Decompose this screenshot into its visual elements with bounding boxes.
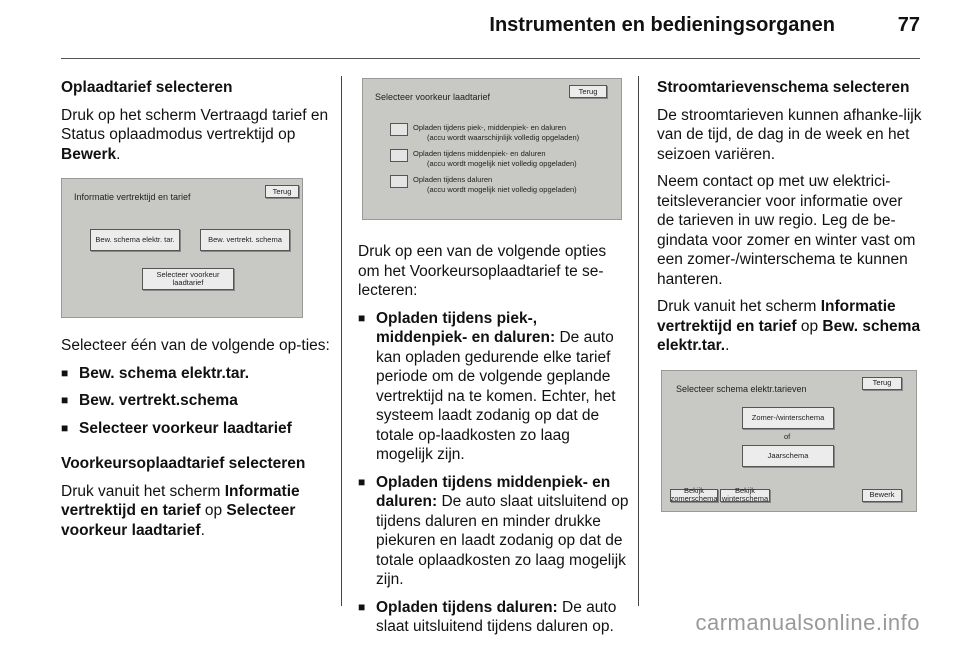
back-button: Terug	[862, 377, 902, 390]
paragraph: Druk vanuit het scherm Informatie vertrektijd en tarief op Selecteer voorkeur laadtarief.	[61, 482, 300, 539]
option-checkbox	[390, 123, 408, 136]
view-winter-schedule-button: Bekijk winterschema	[721, 486, 769, 503]
option-checkbox	[390, 175, 408, 188]
view-summer-schedule-button: Bekijk zomerschema	[670, 486, 718, 503]
paragraph: De stroomtarieven kunnen afhanke-lijk van de tijd, de dag in de week en het seizoen variëren.	[657, 106, 922, 163]
screen-image-preferred-tariff	[362, 78, 622, 220]
screen-title: Selecteer voorkeur laadtarief	[375, 92, 491, 102]
column-2	[358, 78, 630, 645]
option-checkbox	[390, 149, 408, 162]
column-3	[657, 78, 923, 512]
section-heading: Oplaadtarief selecteren	[61, 79, 233, 96]
list-item: ■ Opladen tijdens daluren: De auto slaat uitsluitend tijdens daluren op.	[358, 598, 630, 637]
edit-tariff-schedule-button: Bew. schema elektr. tar.	[90, 229, 180, 251]
paragraph: Neem contact op met uw elektrici-teitsleverancier voor informatie over de tarieven in uw regio. Leg de be-gindata voor zomer en winter vast om een zomer-/winterschema te kunnen hanteren.	[657, 173, 916, 288]
summer-winter-schedule-button: Zomer-/winterschema	[742, 407, 834, 429]
or-label: of	[784, 431, 791, 441]
list-item: ■ Opladen tijdens middenpiek- en daluren: De auto slaat uitsluitend op tijdens daluren en minder drukke piekuren en laadt zodanig op dat de totale oplaadkosten zo laag mogelijk zijn.	[358, 473, 630, 590]
option-label: Opladen tijdens piek-, middenpiek- en daluren (accu wordt waarschijnlijk volledig opgeladen)	[413, 123, 580, 142]
yearly-schedule-button: Jaarschema	[742, 445, 834, 467]
paragraph: Druk op het scherm Vertraagd tarief en Status oplaadmodus vertrektijd op Bewerk.	[61, 106, 329, 163]
screen-image-departure-info	[61, 178, 303, 318]
list-item: ■ Bew. vertrekt.schema	[61, 391, 331, 411]
back-button: Terug	[569, 85, 607, 98]
column-1	[61, 78, 331, 548]
screen-title: Selecteer schema elektr.tarieven	[676, 383, 807, 394]
paragraph: Druk vanuit het scherm Informatie vertrektijd en tarief op Bew. schema elektr.tar..	[657, 298, 921, 354]
select-preferred-tariff-button: Selecteer voorkeur laadtarief	[142, 268, 234, 290]
option-label: Opladen tijdens middenpiek- en daluren (accu wordt mogelijk niet volledig opgeladen)	[413, 149, 577, 168]
option-label: Opladen tijdens daluren (accu wordt mogelijk niet volledig opgeladen)	[413, 175, 577, 194]
list-item: ■ Selecteer voorkeur laadtarief	[61, 419, 331, 439]
paragraph: Selecteer één van de volgende op-ties:	[61, 337, 330, 354]
column-divider-1	[341, 76, 342, 606]
column-divider-2	[638, 76, 639, 606]
section-heading: Stroomtarievenschema selecteren	[657, 79, 910, 96]
list-item: ■ Opladen tijdens piek-, middenpiek- en daluren: De auto kan opladen gedurende elke tarief periode om de volgende geplande vertrektijd na te komen. Echter, het systeem laadt zodanig op dat de totale op-laadkosten zo laag mogelijk zijn.	[358, 309, 630, 465]
list-item: ■ Bew. schema elektr.tar.	[61, 364, 331, 384]
section-heading: Voorkeursoplaadtarief selecteren	[61, 455, 306, 472]
paragraph: Druk op een van de volgende opties om het Voorkeursoplaadtarief te se-lecteren:	[358, 243, 607, 299]
watermark: carmanualsonline.info	[695, 610, 920, 635]
edit-button: Bewerk	[862, 489, 902, 502]
page-number: 77	[897, 14, 920, 36]
screen-image-tariff-schedule	[661, 370, 917, 512]
back-button: Terug	[265, 185, 299, 198]
header-rule	[61, 58, 920, 59]
page-title: Instrumenten en bedieningsorganen	[489, 14, 835, 36]
edit-departure-schedule-button: Bew. vertrekt. schema	[200, 229, 290, 251]
screen-title: Informatie vertrektijd en tarief	[74, 192, 191, 202]
